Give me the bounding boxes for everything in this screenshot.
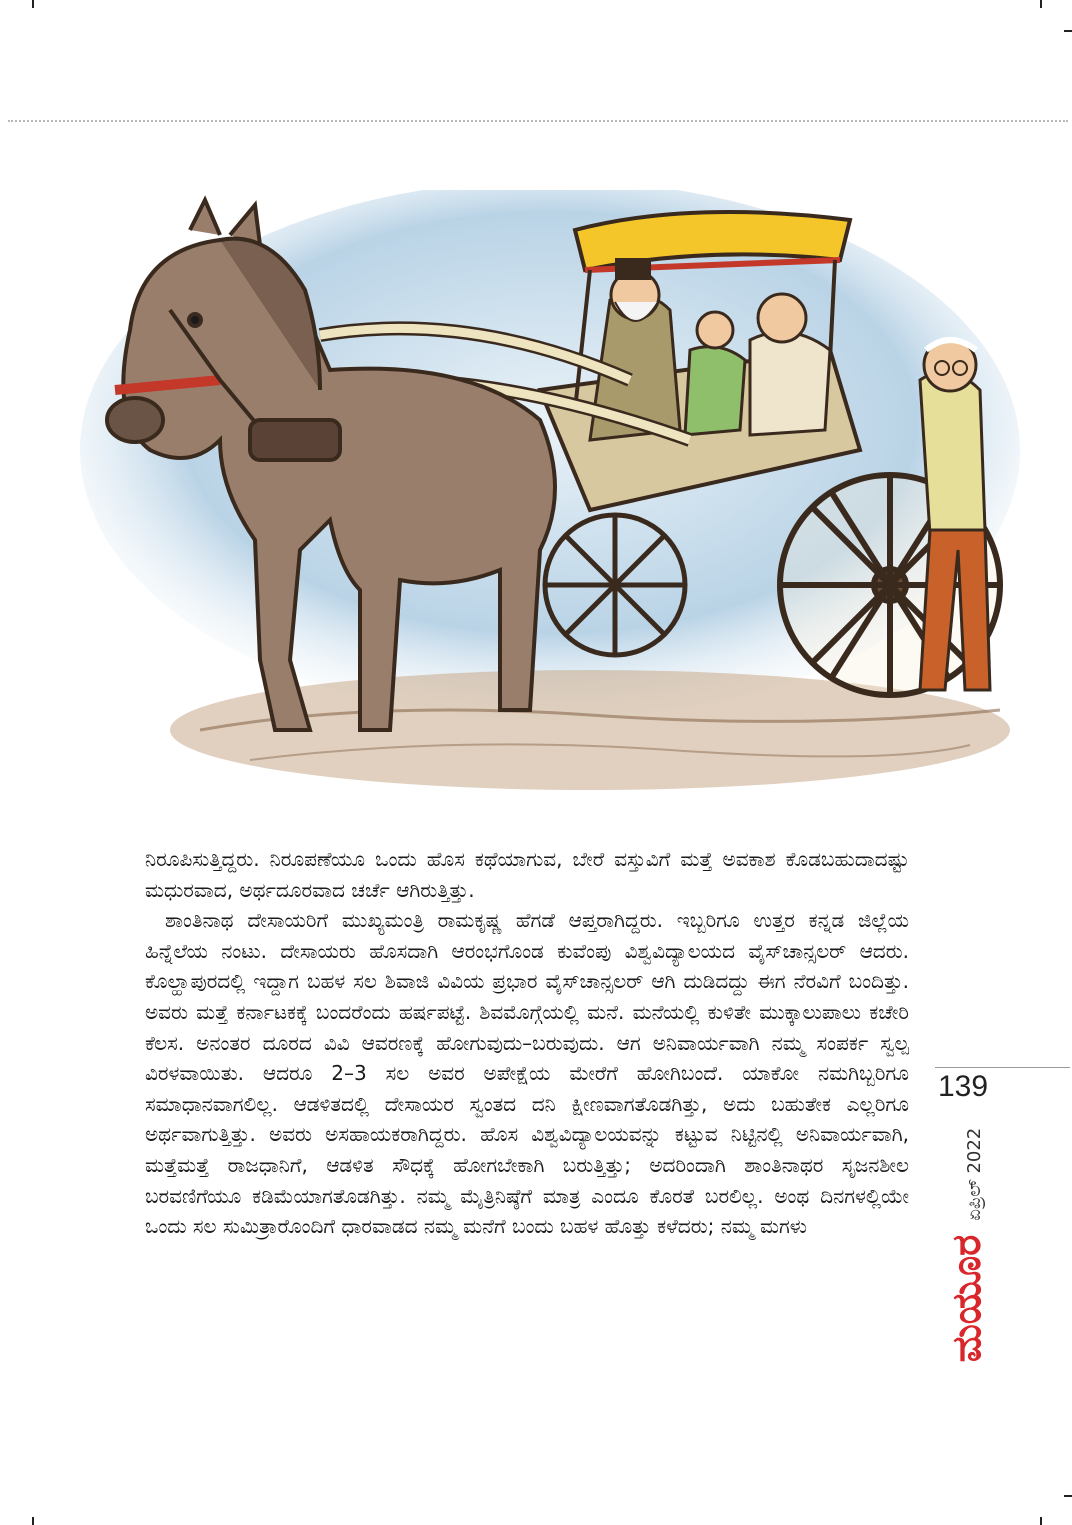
article-body — [145, 844, 909, 1242]
crop-mark-right-top — [1064, 30, 1072, 32]
magazine-brand: ಮಯೂರ — [944, 1234, 990, 1363]
paragraph-1: ನಿರೂಪಿಸುತ್ತಿದ್ದರು. ನಿರೂಪಣೆಯೂ ಒಂದು ಹೊಸ ಕಥೆಯಾಗುವ, ಬೇರೆ ವಸ್ತುವಿಗೆ ಮತ್ತೆ ಅವಕಾಶ ಕೊಡಬಹುದಾದಷ್ಟು ಮಧುರವಾದ, ಅರ್ಥದೂರವಾದ ಚರ್ಚೆ ಆಗಿರುತ್ತಿತ್ತು. — [145, 847, 909, 902]
paragraph-2: ಶಾಂತಿನಾಥ ದೇಸಾಯರಿಗೆ ಮುಖ್ಯಮಂತ್ರಿ ರಾಮಕೃಷ್ಣ ಹೆಗಡೆ ಆಪ್ತರಾಗಿದ್ದರು. ಇಬ್ಬರಿಗೂ ಉತ್ತರ ಕನ್ನಡ ಜಿಲ್ಲೆಯ ಹಿನ್ನೆಲೆಯ ನಂಟು. ದೇಸಾಯರು ಹೊಸದಾಗಿ ಆರಂಭಗೊಂಡ ಕುವೆಂಪು ವಿಶ್ವವಿದ್ಯಾಲಯದ ವೈಸ್‌ಚಾನ್ಸಲರ್ ಆದರು. ಕೊಲ್ಹಾಪುರದಲ್ಲಿ ಇದ್ದಾಗ ಬಹಳ ಸಲ ಶಿವಾಜಿ ವಿವಿಯ ಪ್ರಭಾರ ವೈಸ್‌ಚಾನ್ಸಲರ್ ಆಗಿ ದುಡಿದದ್ದು ಈಗ ನೆರವಿಗೆ ಬಂದಿತ್ತು. ಅವರು ಮತ್ತೆ ಕರ್ನಾಟಕಕ್ಕೆ ಬಂದರೆಂದು ಹರ್ಷಪಟ್ಟೆ. ಶಿವಮೊಗ್ಗೆಯಲ್ಲಿ ಮನೆ. ಮನೆಯಲ್ಲಿ ಕುಳಿತೇ ಮುಕ್ಕಾಲುಪಾಲು ಕಚೇರಿ ಕೆಲಸ. ಅನಂತರ ದೂರದ ವಿವಿ ಆವರಣಕ್ಕೆ ಹೋಗುವುದು–ಬರುವುದು. ಆಗ ಅನಿವಾರ್ಯವಾಗಿ ನಮ್ಮ ಸಂಪರ್ಕ ಸ್ವಲ್ಪ ವಿರಳವಾಯಿತು. ಆದರೂ 2–3 ಸಲ ಅವರ ಅಪೇಕ್ಷೆಯ ಮೇರೆಗೆ ಹೋಗಿಬಂದೆ. ಯಾಕೋ ನಮಗಿಬ್ಬರಿಗೂ ಸಮಾಧಾನವಾಗಲಿಲ್ಲ. ಆಡಳಿತದಲ್ಲಿ ದೇಸಾಯರ ಸ್ವಂತದ ದನಿ ಕ್ಷೀಣವಾಗತೊಡಗಿತ್ತು, ಅದು ಬಹುತೇಕ ಎಲ್ಲರಿಗೂ ಅರ್ಥವಾಗುತ್ತಿತ್ತು. ಅವರು ಅಸಹಾಯಕರಾಗಿದ್ದರು. ಹೊಸ ವಿಶ್ವವಿದ್ಯಾಲಯವನ್ನು ಕಟ್ಟುವ ನಿಟ್ಟಿನಲ್ಲಿ ಅನಿವಾರ್ಯವಾಗಿ, ಮತ್ತೆಮತ್ತೆ ರಾಜಧಾನಿಗೆ, ಆಡಳಿತ ಸೌಧಕ್ಕೆ ಹೋಗಬೇಕಾಗಿ ಬರುತ್ತಿತ್ತು; ಅದರಿಂದಾಗಿ ಶಾಂತಿನಾಥರ ಸೃಜನಶೀಲ ಬರವಣಿಗೆಯೂ ಕಡಿಮೆಯಾಗತೊಡಗಿತ್ತು. ನಮ್ಮ ಮೈತ್ರಿನಿಷ್ಠೆಗೆ ಮಾತ್ರ ಎಂದೂ ಕೊರತೆ ಬರಲಿಲ್ಲ. ಅಂಥ ದಿನಗಳಲ್ಲಿಯೇ ಒಂದು ಸಲ ಸುಮಿತ್ರಾರೊಂದಿಗೆ ಧಾರವಾಡದ ನಮ್ಮ ಮನೆಗೆ ಬಂದು ಬಹಳ ಹೊತ್ತು ಕಳೆದರು; ನಮ್ಮ ಮಗಳು — [145, 908, 909, 1239]
crop-mark-bottom-right — [1040, 1517, 1042, 1525]
page-number-rule — [935, 1067, 1070, 1068]
crop-mark-bottom-left — [32, 1517, 34, 1525]
magazine-issue: ಏಪ್ರಿಲ್ 2022 — [964, 1127, 985, 1221]
page-number: 139 — [938, 1070, 989, 1103]
magazine-side-label — [912, 1110, 1022, 1380]
crop-mark-top-right — [1040, 0, 1042, 8]
header-dotted-rule — [8, 120, 1068, 122]
crop-mark-right-bottom — [1064, 1495, 1072, 1497]
crop-mark-top-left — [32, 0, 34, 8]
tonga-illustration — [70, 190, 1030, 840]
rear-wheel — [545, 515, 685, 655]
